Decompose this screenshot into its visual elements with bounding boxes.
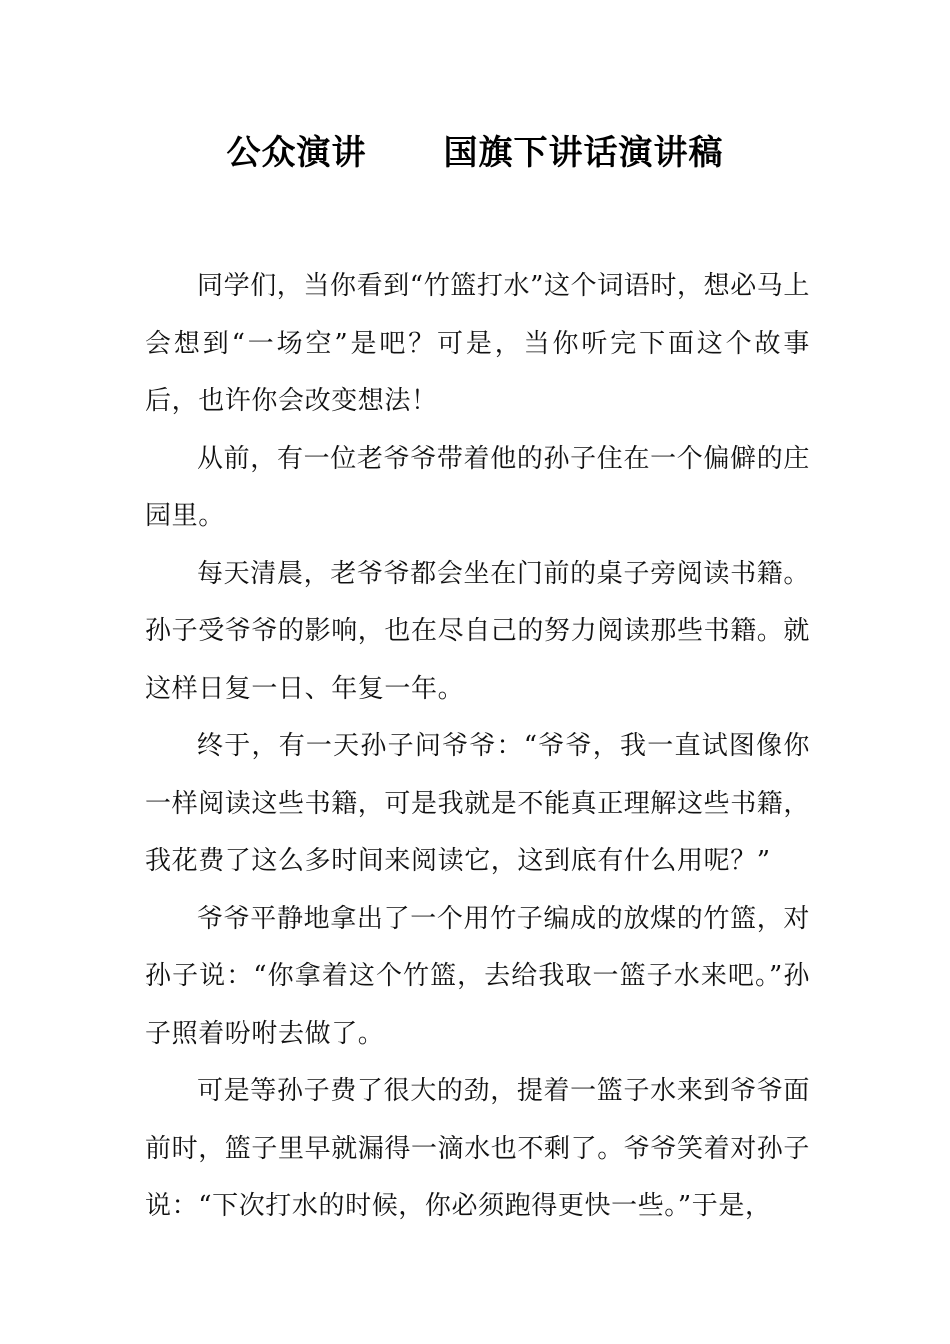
paragraph: 同学们，当你看到“竹篮打水”这个词语时，想必马上会想到“一场空”是吧？可是，当你听完下面这个故事后，也许你会改变想法！	[145, 271, 810, 416]
paragraph: 从前，有一位老爷爷带着他的孙子住在一个偏僻的庄园里。	[145, 443, 810, 531]
paragraph: 可是等孙子费了很大的劲，提着一篮子水来到爷爷面前时，篮子里早就漏得一滴水也不剩了。爷爷笑着对孙子说：“下次打水的时候，你必须跑得更快一些。”于是，	[145, 1076, 811, 1221]
paragraph: 爷爷平静地拿出了一个用竹子编成的放煤的竹篮，对孙子说：“你拿着这个竹篮，去给我取一篮子水来吧。”孙子照着吩咐去做了。	[145, 903, 810, 1049]
page-title: 公众演讲 国旗下讲话演讲稿	[226, 133, 724, 173]
paragraph: 终于，有一天孙子问爷爷：“爷爷，我一直试图像你一样阅读这些书籍，可是我就是不能真正理解这些书籍，我花费了这么多时间来阅读它，这到底有什么用呢？”	[145, 731, 811, 876]
paragraph: 每天清晨，老爷爷都会坐在门前的桌子旁阅读书籍。孙子受爷爷的影响，也在尽自己的努力阅读那些书籍。就这样日复一日、年复一年。	[145, 558, 811, 704]
document-body	[145, 258, 810, 1236]
